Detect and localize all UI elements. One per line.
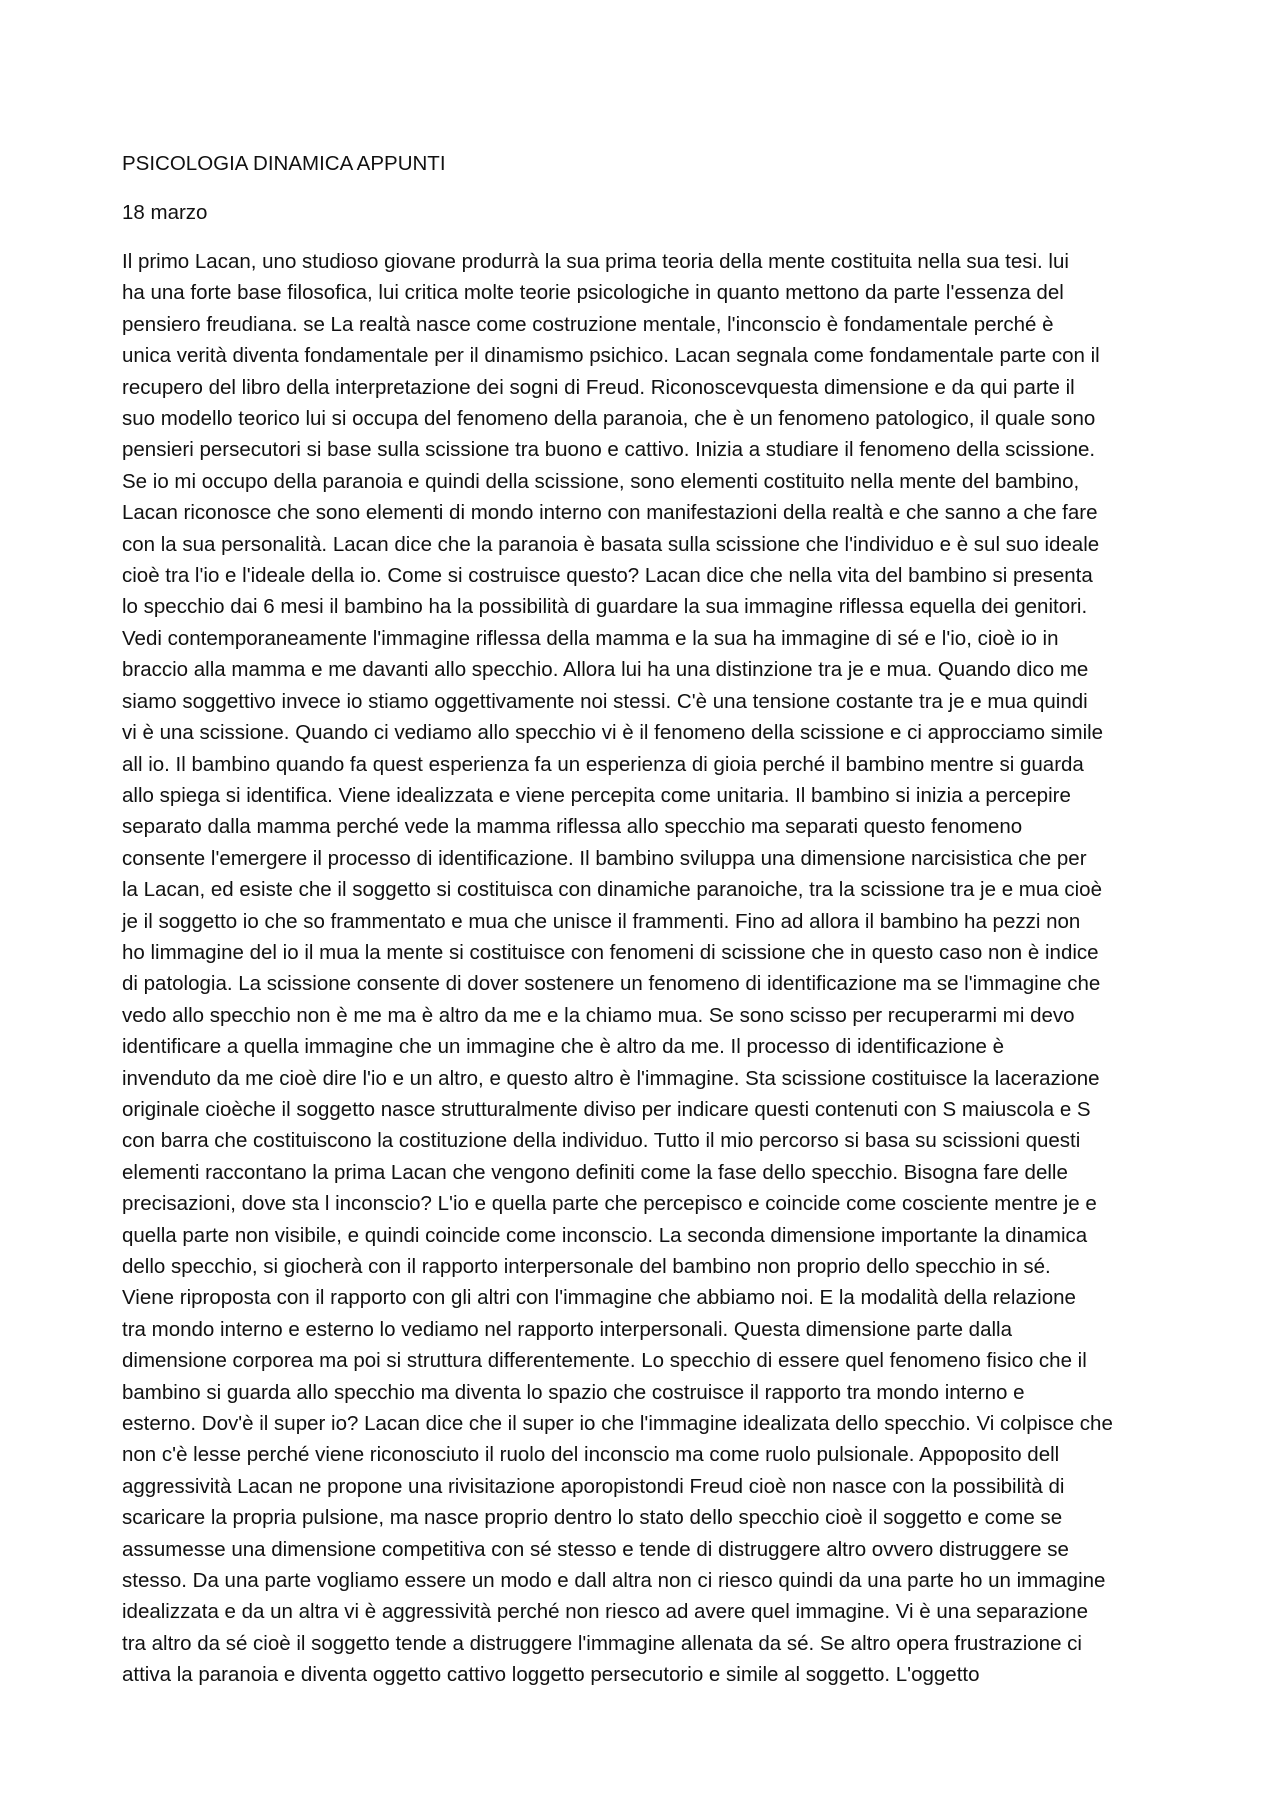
body-line: elementi raccontano la prima Lacan che vengono definiti come la fase dello specchio. Bisogna fare delle [122, 1160, 1068, 1184]
body-line: non c'è lesse perché viene riconosciuto il ruolo del inconscio ma come ruolo pulsionale. Appoposito dell [122, 1443, 1060, 1467]
body-line: dimensione corporea ma poi si struttura differentemente. Lo specchio di essere quel fenomeno fisico che il [122, 1349, 1087, 1373]
body-line: scaricare la propria pulsione, ma nasce proprio dentro lo stato dello specchio cioè il soggetto e come se [122, 1506, 1063, 1530]
body-line: quella parte non visibile, e quindi coincide come inconscio. La seconda dimensione importante la dinamica [122, 1223, 1088, 1247]
body-line: recupero del libro della interpretazione dei sogni di Freud. Riconoscevquesta dimensione e da qui parte il [122, 375, 1075, 399]
body-line: siamo soggettivo invece io stiamo oggettivamente noi stessi. C'è una tensione costante tra je e mua quindi [122, 689, 1088, 713]
body-line: je il soggetto io che so frammentato e mua che unisce il frammenti. Fino ad allora il bambino ha pezzi non [122, 909, 1081, 933]
body-line: originale cioèche il soggetto nasce strutturalmente diviso per indicare questi contenuti con S maiuscola e S [122, 1097, 1091, 1121]
body-line: vedo allo specchio non è me ma è altro da me e la chiamo mua. Se sono scisso per recuperarmi mi devo [122, 1003, 1075, 1027]
document-date: 18 marzo [122, 201, 208, 224]
body-line: invenduto da me cioè dire l'io e un altro, e questo altro è l'immagine. Sta scissione costituisce la lacerazione [122, 1066, 1100, 1090]
body-line: all io. Il bambino quando fa quest esperienza fa un esperienza di gioia perché il bambino mentre si guarda [122, 752, 1084, 776]
body-line: di patologia. La scissione consente di dover sostenere un fenomeno di identificazione ma se l'immagine che [122, 972, 1101, 996]
body-line: assumesse una dimensione competitiva con sé stesso e tende di distruggere altro ovvero distruggere se [122, 1537, 1069, 1561]
body-line: dello specchio, si giocherà con il rapporto interpersonale del bambino non proprio dello specchio in sé. [122, 1255, 1051, 1278]
body-line: pensiero freudiana. se La realtà nasce come costruzione mentale, l'inconscio è fondamentale perché è [122, 312, 1054, 336]
body-line: precisazioni, dove sta l inconscio? L'io e quella parte che percepisco e coincide come cosciente mentre je e [122, 1192, 1097, 1216]
body-line: allo spiega si identifica. Viene idealizzata e viene percepita come unitaria. Il bambino si inizia a percepire [122, 783, 1071, 807]
body-line: ho limmagine del io il mua la mente si costituisce con fenomeni di scissione che in questo caso non è indice [122, 940, 1099, 964]
body-line: attiva la paranoia e diventa oggetto cattivo loggetto persecutorio e simile al soggetto. L'oggetto [122, 1663, 980, 1687]
body-line: bambino si guarda allo specchio ma diventa lo spazio che costruisce il rapporto tra mondo interno e [122, 1380, 1025, 1404]
body-line: idealizzata e da un altra vi è aggressività perché non riesco ad avere quel immagine. Vi è una separazione [122, 1600, 1088, 1624]
body-line: Vedi contemporaneamente l'immagine riflessa della mamma e la sua ha immagine di sé e l'io, cioè io in [122, 626, 1059, 650]
body-line: braccio alla mamma e me davanti allo specchio. Allora lui ha una distinzione tra je e mua. Quando dico me [122, 658, 1089, 682]
body-line: Se io mi occupo della paranoia e quindi della scissione, sono elementi costituito nella mente del bambino, [122, 469, 1080, 493]
document-title: PSICOLOGIA DINAMICA APPUNTI [122, 152, 446, 175]
body-line: separato dalla mamma perché vede la mamma riflessa allo specchio ma separati questo fenomeno [122, 815, 1023, 839]
body-line: aggressività Lacan ne propone una rivisitazione aporopistondi Freud cioè non nasce con la possibilità di [122, 1474, 1065, 1498]
body-line: stesso. Da una parte vogliamo essere un modo e dall altra non ci riesco quindi da una parte ho un immagine [122, 1569, 1106, 1593]
document-page [122, 148, 1172, 1691]
body-line: vi è una scissione. Quando ci vediamo allo specchio vi è il fenomeno della scissione e ci approcciamo simile [122, 721, 1104, 745]
body-line: Viene riproposta con il rapporto con gli altri con l'immagine che abbiamo noi. E la modalità della relazione [122, 1286, 1076, 1310]
body-line: tra altro da sé cioè il soggetto tende a distruggere l'immagine allenata da sé. Se altro opera frustrazione ci [122, 1631, 1082, 1655]
body-line: tra mondo interno e esterno lo vediamo nel rapporto interpersonali. Questa dimensione parte dalla [122, 1317, 1012, 1341]
body-line: ha una forte base filosofica, lui critica molte teorie psicologiche in quanto mettono da parte l'essenza del [122, 281, 1064, 305]
body-line: pensieri persecutori si base sulla scissione tra buono e cattivo. Inizia a studiare il fenomeno della scissione. [122, 438, 1096, 462]
body-line: esterno. Dov'è il super io? Lacan dice che il super io che l'immagine idealizata dello specchio. Vi colpisce che [122, 1412, 1113, 1436]
body-line: Lacan riconosce che sono elementi di mondo interno con manifestazioni della realtà e che sanno a che fare [122, 501, 1098, 525]
body-line: con la sua personalità. Lacan dice che la paranoia è basata sulla scissione che l'individuo e è sul suo ideale [122, 532, 1100, 556]
body-line: cioè tra l'io e l'ideale della io. Come si costruisce questo? Lacan dice che nella vita del bambino si presenta [122, 564, 1093, 588]
document-body [122, 246, 1172, 1691]
body-line: la Lacan, ed esiste che il soggetto si costituisca con dinamiche paranoiche, tra la scissione tra je e mua cioè [122, 878, 1102, 902]
body-line: Il primo Lacan, uno studioso giovane produrrà la sua prima teoria della mente costituita nella sua tesi. lui [122, 250, 1069, 273]
body-line: consente l'emergere il processo di identificazione. Il bambino sviluppa una dimensione narcisistica che per [122, 846, 1087, 870]
body-line: unica verità diventa fondamentale per il dinamismo psichico. Lacan segnala come fondamentale parte con il [122, 344, 1100, 368]
body-line: con barra che costituiscono la costituzione della individuo. Tutto il mio percorso si basa su scissioni questi [122, 1129, 1081, 1153]
body-line: identificare a quella immagine che un immagine che è altro da me. Il processo di identificazione è [122, 1035, 1004, 1059]
body-line: suo modello teorico lui si occupa del fenomeno della paranoia, che è un fenomeno patologico, il quale sono [122, 407, 1096, 431]
body-line: lo specchio dai 6 mesi il bambino ha la possibilità di guardare la sua immagine riflessa equella dei genitori. [122, 595, 1088, 619]
